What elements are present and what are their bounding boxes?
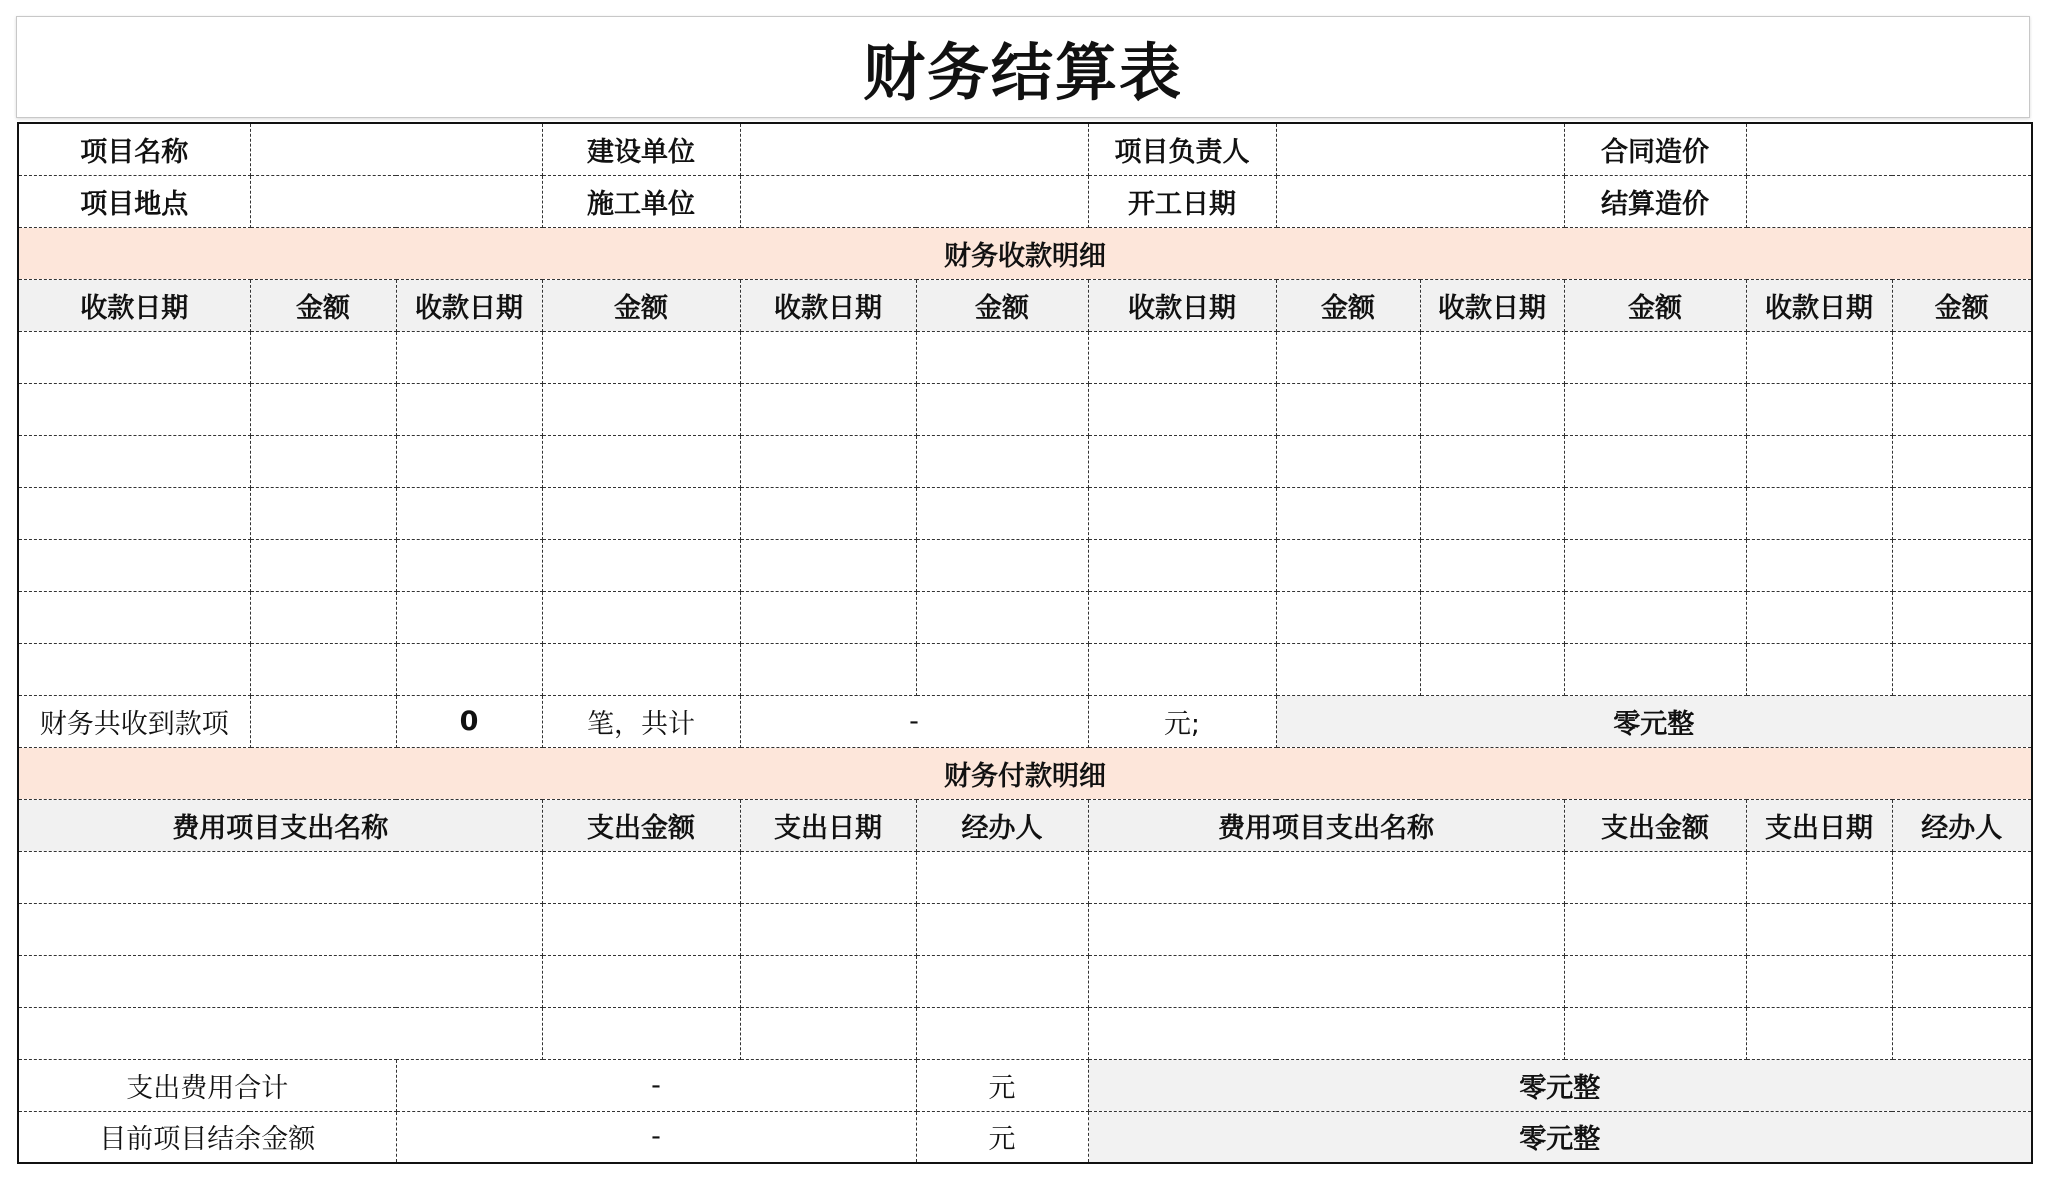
receipt-amount-cell[interactable] xyxy=(916,539,1088,591)
receipt-date-cell[interactable] xyxy=(396,331,542,383)
project-name-label: 项目名称 xyxy=(18,123,250,175)
receipt-date-cell[interactable] xyxy=(1420,643,1564,695)
receipts-count-unit: 笔，共计 xyxy=(542,695,740,747)
expense-date-cell[interactable] xyxy=(740,1007,916,1059)
receipt-date-cell[interactable] xyxy=(1420,435,1564,487)
receipt-amount-cell[interactable] xyxy=(1564,591,1746,643)
receipt-amount-header: 金额 xyxy=(1564,279,1746,331)
receipt-amount-cell[interactable] xyxy=(1892,383,2032,435)
handler-cell[interactable] xyxy=(1892,955,2032,1007)
project-location-field[interactable] xyxy=(250,175,542,227)
expense-date-cell[interactable] xyxy=(740,903,916,955)
receipt-amount-cell[interactable] xyxy=(250,591,396,643)
receipt-entry-row xyxy=(18,591,2032,643)
construction-unit-label: 建设单位 xyxy=(542,123,740,175)
receipt-amount-cell[interactable] xyxy=(1564,383,1746,435)
handler-cell[interactable] xyxy=(1892,903,2032,955)
receipt-date-cell[interactable] xyxy=(1746,383,1892,435)
start-date-field[interactable] xyxy=(1276,175,1564,227)
expense-name-header: 费用项目支出名称 xyxy=(1088,799,1564,851)
receipt-amount-cell[interactable] xyxy=(542,591,740,643)
receipt-amount-cell[interactable] xyxy=(1564,331,1746,383)
receipt-date-cell[interactable] xyxy=(740,539,916,591)
project-manager-field[interactable] xyxy=(1276,123,1564,175)
expense-amount-cell[interactable] xyxy=(542,1007,740,1059)
receipt-date-cell[interactable] xyxy=(1420,591,1564,643)
receipt-date-cell[interactable] xyxy=(1420,487,1564,539)
receipt-date-cell[interactable] xyxy=(1746,487,1892,539)
receipts-empty-cell[interactable] xyxy=(250,695,396,747)
receipt-amount-cell[interactable] xyxy=(542,539,740,591)
receipt-entry-row xyxy=(18,643,2032,695)
page-title: 财务结算表 xyxy=(862,35,1183,109)
receipt-amount-cell[interactable] xyxy=(1564,539,1746,591)
receipt-amount-cell[interactable] xyxy=(542,331,740,383)
expense-date-cell[interactable] xyxy=(740,955,916,1007)
expense-name-cell[interactable] xyxy=(18,955,542,1007)
info-row xyxy=(18,123,2032,175)
receipt-date-header: 收款日期 xyxy=(740,279,916,331)
payment-rows xyxy=(18,851,2032,1059)
receipt-date-cell[interactable] xyxy=(1746,331,1892,383)
receipt-entry-row xyxy=(18,383,2032,435)
project-location-label: 项目地点 xyxy=(18,175,250,227)
receipt-date-cell[interactable] xyxy=(18,331,250,383)
receipt-amount-cell[interactable] xyxy=(542,487,740,539)
receipt-date-cell[interactable] xyxy=(396,487,542,539)
receipt-amount-header: 金额 xyxy=(1892,279,2032,331)
receipt-date-cell[interactable] xyxy=(740,487,916,539)
receipts-capital-amount: 零元整 xyxy=(1276,695,2032,747)
receipt-date-cell[interactable] xyxy=(1088,435,1276,487)
receipt-amount-cell[interactable] xyxy=(1564,435,1746,487)
receipt-amount-cell[interactable] xyxy=(250,331,396,383)
receipts-amount-unit: 元; xyxy=(1088,695,1276,747)
expense-amount-cell[interactable] xyxy=(542,903,740,955)
receipt-date-header: 收款日期 xyxy=(1746,279,1892,331)
receipt-amount-cell[interactable] xyxy=(542,643,740,695)
expense-amount-cell[interactable] xyxy=(542,955,740,1007)
expense-amount-cell[interactable] xyxy=(1564,851,1746,903)
receipt-date-cell[interactable] xyxy=(1088,591,1276,643)
payments-section-row xyxy=(18,747,2032,799)
receipt-amount-cell[interactable] xyxy=(1892,331,2032,383)
payment-entry-row xyxy=(18,1007,2032,1059)
payments-header-row xyxy=(18,799,2032,851)
receipt-date-cell[interactable] xyxy=(18,487,250,539)
receipt-amount-cell[interactable] xyxy=(250,487,396,539)
title-box xyxy=(16,16,2030,118)
receipt-date-cell[interactable] xyxy=(396,435,542,487)
receipts-summary-row xyxy=(18,695,2032,747)
receipt-amount-cell[interactable] xyxy=(250,435,396,487)
receipt-entry-row xyxy=(18,435,2032,487)
expense-date-cell[interactable] xyxy=(1746,955,1892,1007)
construction-unit-field[interactable] xyxy=(740,123,1088,175)
receipts-section-row xyxy=(18,227,2032,279)
receipt-amount-cell[interactable] xyxy=(1892,643,2032,695)
receipt-date-cell[interactable] xyxy=(396,643,542,695)
receipt-date-cell[interactable] xyxy=(1420,539,1564,591)
receipt-amount-cell[interactable] xyxy=(1276,539,1420,591)
receipt-date-cell[interactable] xyxy=(740,435,916,487)
receipt-amount-header: 金额 xyxy=(542,279,740,331)
receipt-entry-row xyxy=(18,539,2032,591)
receipt-amount-cell[interactable] xyxy=(250,539,396,591)
receipt-amount-cell[interactable] xyxy=(1564,643,1746,695)
expense-name-cell[interactable] xyxy=(1088,903,1564,955)
receipt-entry-row xyxy=(18,331,2032,383)
expense-name-cell[interactable] xyxy=(1088,955,1564,1007)
receipt-date-cell[interactable] xyxy=(1088,487,1276,539)
expense-amount-cell[interactable] xyxy=(1564,903,1746,955)
expense-amount-cell[interactable] xyxy=(1564,1007,1746,1059)
contractor-unit-label: 施工单位 xyxy=(542,175,740,227)
expense-name-cell[interactable] xyxy=(1088,1007,1564,1059)
receipt-amount-header: 金额 xyxy=(916,279,1088,331)
receipt-date-cell[interactable] xyxy=(18,383,250,435)
receipt-date-cell[interactable] xyxy=(18,643,250,695)
receipt-date-cell[interactable] xyxy=(396,383,542,435)
payment-entry-row xyxy=(18,955,2032,1007)
receipts-count: 0 xyxy=(396,695,542,747)
receipt-date-cell[interactable] xyxy=(740,383,916,435)
receipt-amount-cell[interactable] xyxy=(1892,539,2032,591)
expense-amount-cell[interactable] xyxy=(542,851,740,903)
info-row xyxy=(18,175,2032,227)
receipt-amount-cell[interactable] xyxy=(916,331,1088,383)
expense-total-capital: 零元整 xyxy=(1088,1059,2032,1111)
receipt-amount-cell[interactable] xyxy=(1276,487,1420,539)
handler-cell[interactable] xyxy=(916,903,1088,955)
receipt-date-cell[interactable] xyxy=(1746,435,1892,487)
balance-unit: 元 xyxy=(916,1111,1088,1163)
payments-section-title: 财务付款明细 xyxy=(18,747,2032,799)
receipt-amount-cell[interactable] xyxy=(542,383,740,435)
receipts-amount: - xyxy=(740,695,1088,747)
payment-entry-row xyxy=(18,851,2032,903)
settlement-price-field[interactable] xyxy=(1746,175,2032,227)
receipt-date-cell[interactable] xyxy=(1746,591,1892,643)
receipt-amount-cell[interactable] xyxy=(1276,331,1420,383)
receipt-amount-cell[interactable] xyxy=(250,383,396,435)
receipt-amount-cell[interactable] xyxy=(250,643,396,695)
balance-row xyxy=(18,1111,2032,1163)
expense-total-amount: - xyxy=(396,1059,916,1111)
receipt-amount-cell[interactable] xyxy=(1892,591,2032,643)
receipt-date-cell[interactable] xyxy=(1420,383,1564,435)
receipt-amount-cell[interactable] xyxy=(1276,591,1420,643)
balance-label: 目前项目结余金额 xyxy=(18,1111,396,1163)
receipts-section-title: 财务收款明细 xyxy=(18,227,2032,279)
project-name-field[interactable] xyxy=(250,123,542,175)
payment-entry-row xyxy=(18,903,2032,955)
receipt-date-cell[interactable] xyxy=(1746,539,1892,591)
receipt-amount-cell[interactable] xyxy=(916,435,1088,487)
receipt-amount-cell[interactable] xyxy=(542,435,740,487)
receipt-rows xyxy=(18,331,2032,695)
receipt-date-cell[interactable] xyxy=(740,643,916,695)
receipt-date-cell[interactable] xyxy=(1088,539,1276,591)
receipt-amount-header: 金额 xyxy=(250,279,396,331)
expense-date-header: 支出日期 xyxy=(740,799,916,851)
handler-cell[interactable] xyxy=(916,1007,1088,1059)
expense-name-cell[interactable] xyxy=(18,851,542,903)
receipt-amount-cell[interactable] xyxy=(916,591,1088,643)
receipt-amount-cell[interactable] xyxy=(916,643,1088,695)
receipt-date-cell[interactable] xyxy=(1420,331,1564,383)
expense-amount-header: 支出金额 xyxy=(1564,799,1746,851)
receipt-amount-cell[interactable] xyxy=(1892,435,2032,487)
contract-price-field[interactable] xyxy=(1746,123,2032,175)
receipt-amount-header: 金额 xyxy=(1276,279,1420,331)
expense-amount-header: 支出金额 xyxy=(542,799,740,851)
receipts-total-label: 财务共收到款项 xyxy=(18,695,250,747)
expense-total-label: 支出费用合计 xyxy=(18,1059,396,1111)
expense-date-header: 支出日期 xyxy=(1746,799,1892,851)
expense-date-cell[interactable] xyxy=(740,851,916,903)
receipt-date-cell[interactable] xyxy=(396,591,542,643)
handler-cell[interactable] xyxy=(916,851,1088,903)
expense-date-cell[interactable] xyxy=(1746,903,1892,955)
settlement-table xyxy=(17,122,2033,1164)
expense-total-unit: 元 xyxy=(916,1059,1088,1111)
contractor-unit-field[interactable] xyxy=(740,175,1088,227)
receipt-date-cell[interactable] xyxy=(18,591,250,643)
expense-name-header: 费用项目支出名称 xyxy=(18,799,542,851)
handler-cell[interactable] xyxy=(916,955,1088,1007)
handler-cell[interactable] xyxy=(1892,1007,2032,1059)
settlement-price-label: 结算造价 xyxy=(1564,175,1746,227)
receipt-date-cell[interactable] xyxy=(1746,643,1892,695)
receipt-date-cell[interactable] xyxy=(740,591,916,643)
handler-header: 经办人 xyxy=(1892,799,2032,851)
expense-amount-cell[interactable] xyxy=(1564,955,1746,1007)
expense-name-cell[interactable] xyxy=(18,1007,542,1059)
receipt-amount-cell[interactable] xyxy=(916,383,1088,435)
receipt-date-cell[interactable] xyxy=(18,539,250,591)
handler-cell[interactable] xyxy=(1892,851,2032,903)
receipt-date-header: 收款日期 xyxy=(18,279,250,331)
expense-date-cell[interactable] xyxy=(1746,1007,1892,1059)
receipt-amount-cell[interactable] xyxy=(1892,487,2032,539)
start-date-label: 开工日期 xyxy=(1088,175,1276,227)
receipt-amount-cell[interactable] xyxy=(1276,643,1420,695)
receipt-amount-cell[interactable] xyxy=(1276,383,1420,435)
receipt-entry-row xyxy=(18,487,2032,539)
expense-name-cell[interactable] xyxy=(1088,851,1564,903)
receipt-amount-cell[interactable] xyxy=(916,487,1088,539)
receipt-date-cell[interactable] xyxy=(740,331,916,383)
project-manager-label: 项目负责人 xyxy=(1088,123,1276,175)
receipt-date-cell[interactable] xyxy=(1088,383,1276,435)
receipt-date-cell[interactable] xyxy=(1088,643,1276,695)
receipt-date-cell[interactable] xyxy=(396,539,542,591)
receipt-amount-cell[interactable] xyxy=(1276,435,1420,487)
receipt-date-header: 收款日期 xyxy=(396,279,542,331)
expense-date-cell[interactable] xyxy=(1746,851,1892,903)
contract-price-label: 合同造价 xyxy=(1564,123,1746,175)
expense-total-row xyxy=(18,1059,2032,1111)
balance-capital: 零元整 xyxy=(1088,1111,2032,1163)
receipt-date-header: 收款日期 xyxy=(1088,279,1276,331)
receipt-date-cell[interactable] xyxy=(1088,331,1276,383)
receipt-date-cell[interactable] xyxy=(18,435,250,487)
balance-amount: - xyxy=(396,1111,916,1163)
handler-header: 经办人 xyxy=(916,799,1088,851)
receipt-date-header: 收款日期 xyxy=(1420,279,1564,331)
receipt-amount-cell[interactable] xyxy=(1564,487,1746,539)
expense-name-cell[interactable] xyxy=(18,903,542,955)
receipts-header-row xyxy=(18,279,2032,331)
